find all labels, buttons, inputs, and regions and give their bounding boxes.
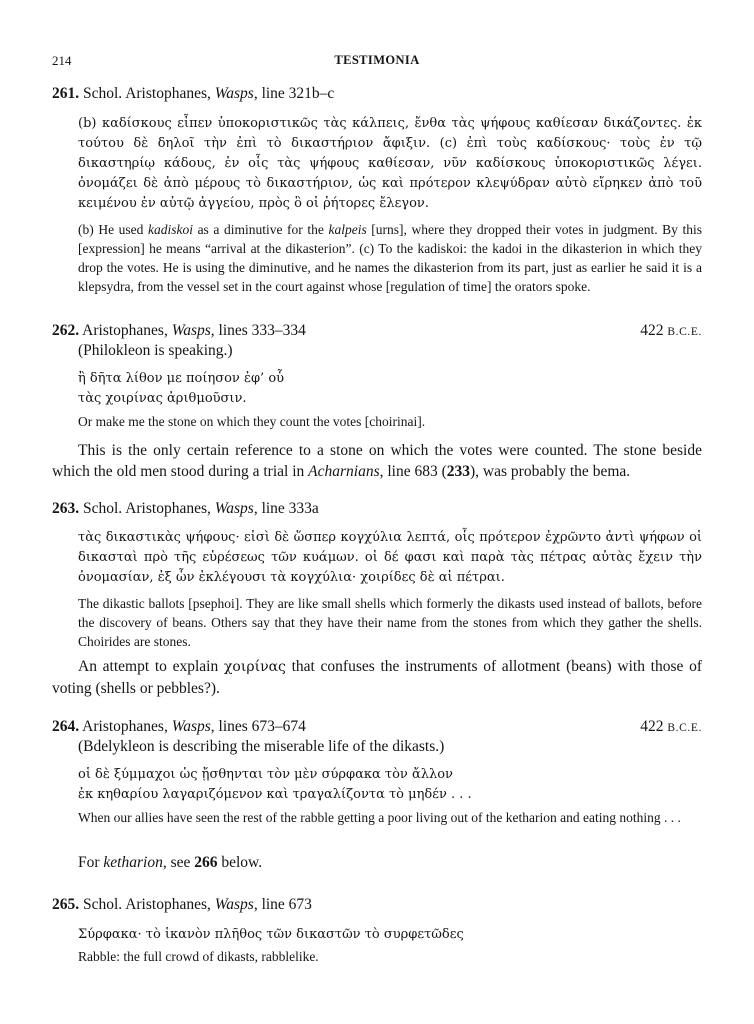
running-head: [52, 53, 702, 71]
greek-verse-line: ἢ δῆτα λίθον με ποίησον ἐφ’ οὗ: [78, 371, 285, 386]
entry-source: Schol. Aristophanes,: [83, 896, 215, 913]
greek-text: Σύρφακα· τὸ ἱκανὸν πλῆθος τῶν δικαστῶν τὸ συρφετῶδες: [78, 927, 464, 942]
entry-heading: [52, 321, 702, 341]
entry-lines: , lines 673–674: [210, 718, 306, 735]
commentary: An attempt to explain χοιρίνας that confuses the instruments of allotment (beans) with those of voting (shells or pebbles?).: [52, 658, 702, 697]
entry-source: Schol. Aristophanes,: [83, 500, 215, 517]
greek-verse-line: τὰς χοιρίνας ἀριθμοῦσιν.: [78, 391, 247, 406]
english-translation: (b) He used kadiskoi as a diminutive for the kalpeis [urns], where they dropped their votes in judgment. By this [expression] he means “arrival at the dikasterion”. (c) To the kadiskoi: the kadoi in the dikasterion in which they drop the votes. He is using the diminutive, and he names the dikasterion from its part, just as earlier he said it is a klepsydra, from the vessel set in the court against whose [regulation of time] the orators spoke.: [78, 222, 702, 294]
entry-heading: [52, 717, 702, 737]
entry-number: 264.: [52, 718, 80, 735]
entry-heading: [52, 499, 702, 519]
entry-work: Wasps: [214, 896, 254, 913]
entry-lines: , lines 333–334: [210, 322, 306, 339]
entry-number: 261.: [52, 85, 80, 102]
speaker-note: (Philokleon is speaking.): [78, 342, 233, 359]
greek-verse: [78, 369, 702, 409]
entry-source: Aristophanes,: [82, 718, 172, 735]
english-translation: Or make me the stone on which they count the votes [choirinai].: [78, 414, 426, 429]
entry-work: Wasps: [214, 500, 254, 517]
entry-lines: , line 333a: [253, 500, 319, 517]
entry-number: 262.: [52, 322, 80, 339]
commentary: For ketharion, see 266 below.: [78, 854, 263, 871]
entry-work: Wasps: [214, 85, 254, 102]
greek-verse-line: ἐκ κηθαρίου λαγαριζόμενον καὶ τραγαλίζοντα τὸ μηδέν . . .: [78, 787, 472, 802]
entry-heading: [52, 895, 702, 915]
entry-work: Wasps: [171, 718, 211, 735]
english-translation: The dikastic ballots [psephoi]. They are like small shells which formerly the dikasts used instead of ballots, before the discovery of beans. Others say that they have their name from the stones from which they gather the shells. Choirides are stones.: [78, 596, 702, 649]
entry-263: [52, 499, 702, 651]
entry-264: [52, 717, 702, 827]
commentary: This is the only certain reference to a stone on which the votes were counted. The stone beside which the old men stood during a trial in Acharnians, line 683 (233), was probably the bema.: [52, 442, 702, 480]
running-title: TESTIMONIA: [334, 53, 420, 67]
entry-heading: [52, 84, 702, 104]
entry-source: Schol. Aristophanes,: [83, 85, 215, 102]
entry-source: Aristophanes,: [82, 322, 172, 339]
greek-text: (b) καδίσκους εἶπεν ὑποκοριστικῶς τὰς κάλπεις, ἔνθα τὰς ψήφους καθίεσαν δικάζοντες. ἐκ τούτου δὲ δηλοῖ τὴν ἐπὶ τὸ δικαστήριον ἄφιξιν. (c) ἐπὶ τοὺς καδίσκους· τοὺς ἐν τῷ δικαστηρίῳ κάδους, ἐν οἷς τὰς ψήφους καθίεσαν, νῦν καδίσκους ὑποκοριστικῶς λέγει. ὀνομάζει δὲ ἀπὸ μέρους τὸ δικαστήριον, ὡς καὶ πρότερον κλεψύδραν αὐτὸ εἴρηκεν ἀπὸ τοῦ κειμένου ἐν αὐτῷ ἀγγείου, πρὸς ὃ οἱ ῥήτορες ἔλεγον.: [78, 116, 702, 211]
entry-number: 265.: [52, 896, 80, 913]
entry-lines: , line 673: [253, 896, 312, 913]
entry-265: [52, 895, 702, 966]
greek-text: τὰς δικαστικὰς ψήφους· εἰσὶ δὲ ὥσπερ κογχύλια λεπτά, οἷς πρότερον ἐχρῶντο ἀντὶ ψήφων οἱ δικασταὶ πρὸ τῆς εὑρέσεως τῶν κυάμων. οἱ δέ φασι καὶ παρὰ τὰς πέτρας αὐτὰς ἔχειν τὴν ὀνομασίαν, ἐξ ὧν ἐκλέγουσι τὰ κογχύλια· χοιρίδες δὲ αἱ πέτραι.: [78, 530, 702, 585]
entry-lines: , line 321b–c: [253, 85, 335, 102]
entry-work: Wasps: [171, 322, 211, 339]
entry-date: 422 B.C.E.: [640, 322, 702, 339]
english-translation: When our allies have seen the rest of the rabble getting a poor living out of the ketharion and eating nothing . . .: [78, 810, 681, 825]
page-number: 214: [52, 53, 72, 68]
greek-verse: [78, 765, 702, 805]
entry-261: [52, 84, 702, 296]
greek-verse-line: οἱ δὲ ξύμμαχοι ὡς ᾔσθηνται τὸν μὲν σύρφακα τὸν ἄλλον: [78, 767, 453, 782]
entry-date: 422 B.C.E.: [640, 718, 702, 735]
english-translation: Rabble: the full crowd of dikasts, rabblelike.: [78, 949, 319, 964]
entry-number: 263.: [52, 500, 80, 517]
entry-262: [52, 321, 702, 431]
speaker-note: (Bdelykleon is describing the miserable life of the dikasts.): [78, 738, 445, 755]
